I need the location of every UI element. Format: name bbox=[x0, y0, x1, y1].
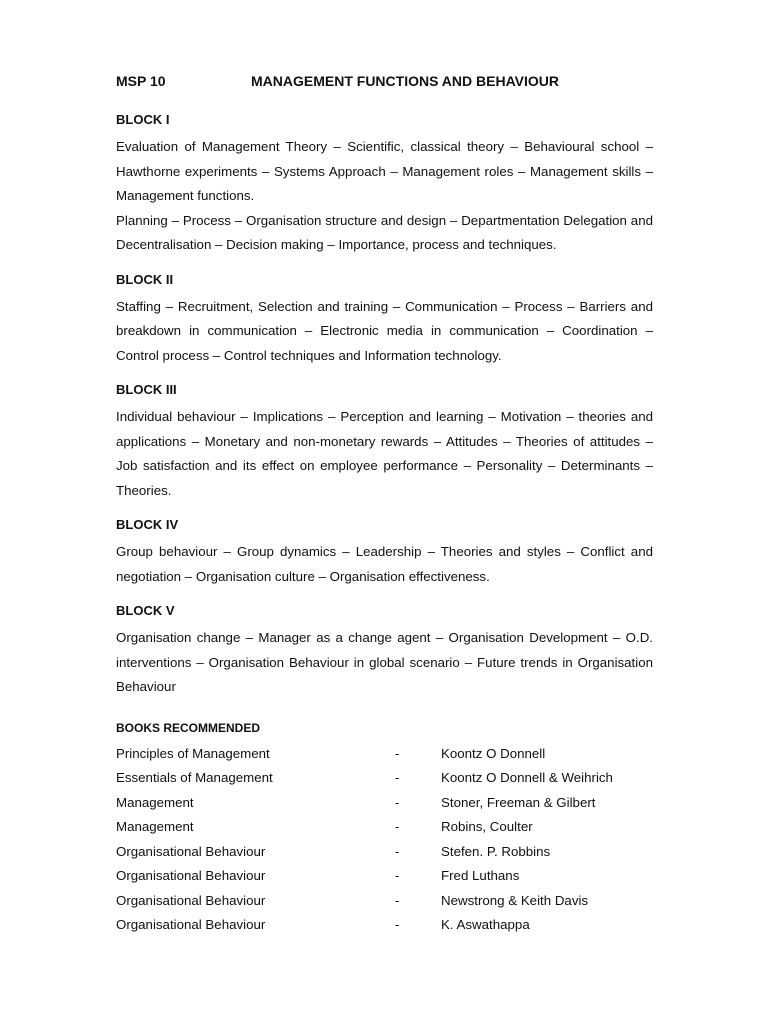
book-title: Principles of Management bbox=[116, 745, 270, 761]
book-author: K. Aswathappa bbox=[441, 917, 530, 932]
block-paragraph: Group behaviour – Group dynamics – Leadership – Theories and styles – Conflict and negotiation – Organisation culture – Organisation effectiveness. bbox=[116, 544, 653, 584]
books-recommended bbox=[116, 720, 653, 938]
book-separator: - bbox=[395, 917, 400, 932]
block-title: BLOCK III bbox=[116, 382, 177, 397]
document-heading bbox=[116, 72, 653, 90]
books-title: BOOKS RECOMMENDED bbox=[116, 720, 261, 735]
book-title: Organisational Behaviour bbox=[116, 868, 266, 883]
book-separator: - bbox=[395, 819, 400, 834]
block-paragraph: Organisation change – Manager as a change agent – Organisation Development – O.D. interventions – Organisation Behaviour in global scenario – Future trends in Organisation Behaviour bbox=[116, 630, 653, 694]
book-title: Management bbox=[116, 794, 194, 810]
book-row bbox=[116, 791, 653, 816]
book-row bbox=[116, 840, 653, 865]
book-separator: - bbox=[395, 794, 400, 810]
block-3 bbox=[116, 382, 653, 503]
book-separator: - bbox=[395, 868, 400, 883]
block-title: BLOCK I bbox=[116, 112, 170, 127]
book-separator: - bbox=[395, 770, 400, 785]
course-code: MSP 10 bbox=[116, 73, 166, 89]
block-title: BLOCK IV bbox=[116, 517, 179, 532]
block-title: BLOCK II bbox=[116, 271, 174, 287]
book-author: Koontz O Donnell & Weihrich bbox=[441, 770, 613, 785]
syllabus-page bbox=[116, 72, 653, 938]
book-author: Fred Luthans bbox=[441, 868, 520, 883]
book-title: Organisational Behaviour bbox=[116, 892, 266, 908]
block-title: BLOCK V bbox=[116, 603, 175, 618]
book-author: Newstrong & Keith Davis bbox=[441, 892, 589, 908]
book-row bbox=[116, 889, 653, 914]
book-row bbox=[116, 864, 653, 889]
block-paragraph: Individual behaviour – Implications – Perception and learning – Motivation – theories and applications – Monetary and non-monetary rewards – Attitudes – Theories of attitudes – Job satisfaction and its effect on employee performance – Personality – Determinants – Theories. bbox=[116, 409, 653, 498]
block-paragraph: Staffing – Recruitment, Selection and training – Communication – Process – Barriers and breakdown in communication – Electronic media in communication – Coordination – Control process – Control techniques and Information technology. bbox=[116, 298, 653, 363]
book-row bbox=[116, 913, 653, 938]
block-paragraph: Evaluation of Management Theory – Scientific, classical theory – Behavioural school – Hawthorne experiments – Systems Approach – Management roles – Management skills – Management functions. bbox=[116, 139, 653, 203]
course-title: MANAGEMENT FUNCTIONS AND BEHAVIOUR bbox=[251, 73, 559, 89]
book-title: Management bbox=[116, 819, 194, 834]
block-5 bbox=[116, 603, 653, 700]
book-title: Essentials of Management bbox=[116, 770, 273, 785]
book-title: Organisational Behaviour bbox=[116, 843, 266, 859]
book-row bbox=[116, 742, 653, 767]
book-row bbox=[116, 815, 653, 840]
book-author: Koontz O Donnell bbox=[441, 745, 546, 761]
book-separator: - bbox=[395, 843, 400, 859]
book-author: Stoner, Freeman & Gilbert bbox=[441, 794, 596, 810]
block-4 bbox=[116, 517, 653, 589]
book-author: Robins, Coulter bbox=[441, 819, 533, 834]
book-title: Organisational Behaviour bbox=[116, 917, 266, 932]
block-1 bbox=[116, 112, 653, 258]
block-paragraph: Planning – Process – Organisation structure and design – Departmentation Delegation and Decentralisation – Decision making – Importance, process and techniques. bbox=[116, 212, 653, 252]
block-2 bbox=[116, 272, 653, 369]
book-author: Stefen. P. Robbins bbox=[441, 843, 551, 859]
book-row bbox=[116, 766, 653, 791]
book-separator: - bbox=[395, 745, 400, 761]
book-separator: - bbox=[395, 892, 400, 908]
